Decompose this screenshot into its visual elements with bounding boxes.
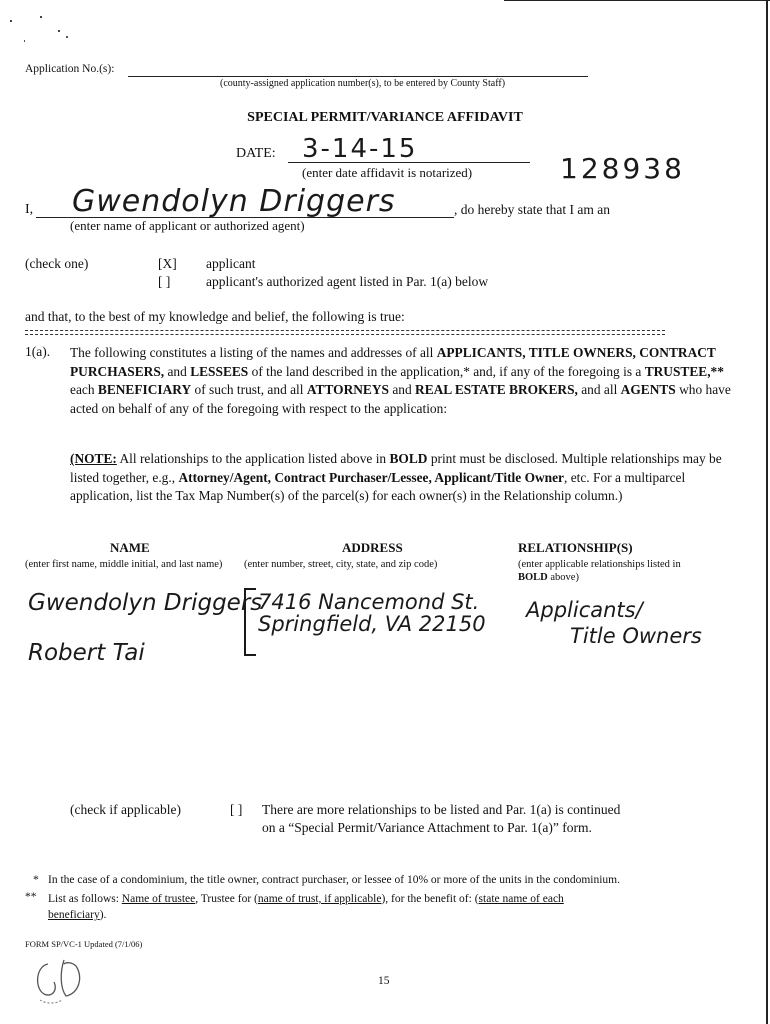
declarant-note: (enter name of applicant or authorized agent) [70,218,305,233]
scan-top-line [504,0,770,1]
footnote-underline: name of trust, if applicable [257,893,382,905]
scan-speck [10,20,12,22]
relationship-column-subhead [518,558,688,584]
continuation-label: (check if applicable) [70,802,181,817]
footnote-2-mark: ** [25,891,37,903]
para-text: and [392,382,412,397]
note-paragraph [70,450,742,506]
entry-relationship-2: Title Owners [570,624,702,648]
continuation-text-1: There are more relationships to be listed and Par. 1(a) is continued [262,802,621,817]
agent-checkbox[interactable]: [ ] [158,274,171,289]
paragraph-1a [70,344,742,418]
application-no-line [128,76,588,77]
entry-address-2: Springfield, VA 22150 [258,612,486,636]
declarant-suffix: , do hereby state that I am an [454,202,610,217]
name-column-header: NAME [110,540,150,555]
footnote-text: , Trustee for ( [195,893,258,905]
footnote-text: ). [99,909,107,921]
declarant-name: Gwendolyn Driggers [72,184,396,219]
case-number-stamp: 128938 [560,152,685,185]
relationship-sub-text: (enter applicable relationships listed in [518,559,681,570]
note-text: , etc. For a multiparcel application, list the Tax Map Number(s) of the parcel(s) for each owner(s) in the Relationship column.) [70,469,686,503]
relationship-sub-text: above) [550,572,579,583]
page-number: 15 [378,975,390,987]
note-text: All relationships to the application listed above in [119,451,387,466]
applicant-checkbox[interactable]: [X] [158,256,177,271]
application-no-field [128,64,588,76]
date-note: (enter date affidavit is notarized) [302,165,473,180]
footnote-text: List as follows: [48,893,119,905]
para-bold: TRUSTEE,** [644,363,724,379]
entry-name-1: Gwendolyn Driggers [28,590,263,616]
note-label: (NOTE: [70,451,117,466]
initials-signature [26,952,96,1008]
application-no-note: (county-assigned application number(s), to be entered by County Staff) [220,78,506,89]
scan-speck [58,30,60,32]
para-bold: ATTORNEYS [306,382,389,397]
para-text: The following constitutes a listing of the names and addresses of all [70,345,434,360]
scan-speck [24,40,25,42]
form-title: SPECIAL PERMIT/VARIANCE AFFIDAVIT [247,110,523,125]
note-bold: BOLD [389,451,428,466]
entry-name-2: Robert Tai [28,640,145,666]
para-bold: REAL ESTATE BROKERS, [415,382,578,397]
declarant-prefix: I, [25,202,34,217]
para-text: and all [581,382,618,397]
footnote-1: In the case of a condominium, the title owner, contract purchaser, or lessee of 10% or more of the units in the condominium. [48,874,620,886]
address-column-header: ADDRESS [342,540,403,555]
footnote-underline: state name of each beneficiary [48,893,564,921]
continuation-checkbox[interactable]: [ ] [230,802,243,817]
application-no-label: Application No.(s): [25,63,115,75]
footnote-1-mark: * [33,874,39,886]
note-bold: Attorney/Agent, Contract Purchaser/Lessee, Applicant/Title Owner [178,469,564,485]
applicant-option-label: applicant [206,256,256,271]
para-bold: AGENTS [620,382,676,397]
agent-option-label: applicant's authorized agent listed in Par. 1(a) below [206,274,489,289]
footnote-2 [48,891,608,923]
paragraph-number: 1(a). [25,344,51,359]
footnote-underline: Name of trustee [121,893,196,905]
check-one-label: (check one) [25,256,89,271]
relationship-sub-bold: BOLD [518,572,548,583]
para-text: each [70,382,95,397]
entry-address-1: 7416 Nancemond St. [258,590,480,614]
name-column-subhead: (enter first name, middle initial, and last name) [25,559,223,570]
form-id: FORM SP/VC-1 Updated (7/1/06) [25,939,143,949]
intro-statement: and that, to the best of my knowledge and belief, the following is true: [25,309,405,324]
scan-edge-line [766,0,768,1024]
date-line [288,162,530,163]
scan-speck [66,36,68,38]
address-bracket [244,588,256,656]
para-bold: APPLICANTS, TITLE OWNERS, CONTRACT PURCHASERS, [70,345,716,379]
para-text: of the land described in the application,* and, if any of the foregoing is a [251,363,642,379]
para-text: of such trust, and all [194,382,304,397]
address-column-subhead: (enter number, street, city, state, and zip code) [244,559,438,570]
scan-speck [40,16,42,18]
double-rule-divider [25,330,665,335]
date-label: DATE: [236,146,276,161]
date-value: 3-14-15 [302,134,418,164]
para-bold: LESSEES [190,363,249,379]
relationship-column-header: RELATIONSHIP(S) [518,540,633,555]
continuation-text-2: on a “Special Permit/Variance Attachment to Par. 1(a)” form. [262,820,592,835]
para-bold: BENEFICIARY [97,382,192,397]
entry-relationship-1: Applicants/ [526,598,643,622]
para-text: who have acted on behalf of any of the foregoing with respect to the application: [70,382,731,416]
note-text: print must be disclosed. Multiple relationships may be listed together, e.g., [70,451,722,485]
footnote-text: ), for the benefit of: ( [381,893,479,905]
para-text: and [167,363,187,379]
